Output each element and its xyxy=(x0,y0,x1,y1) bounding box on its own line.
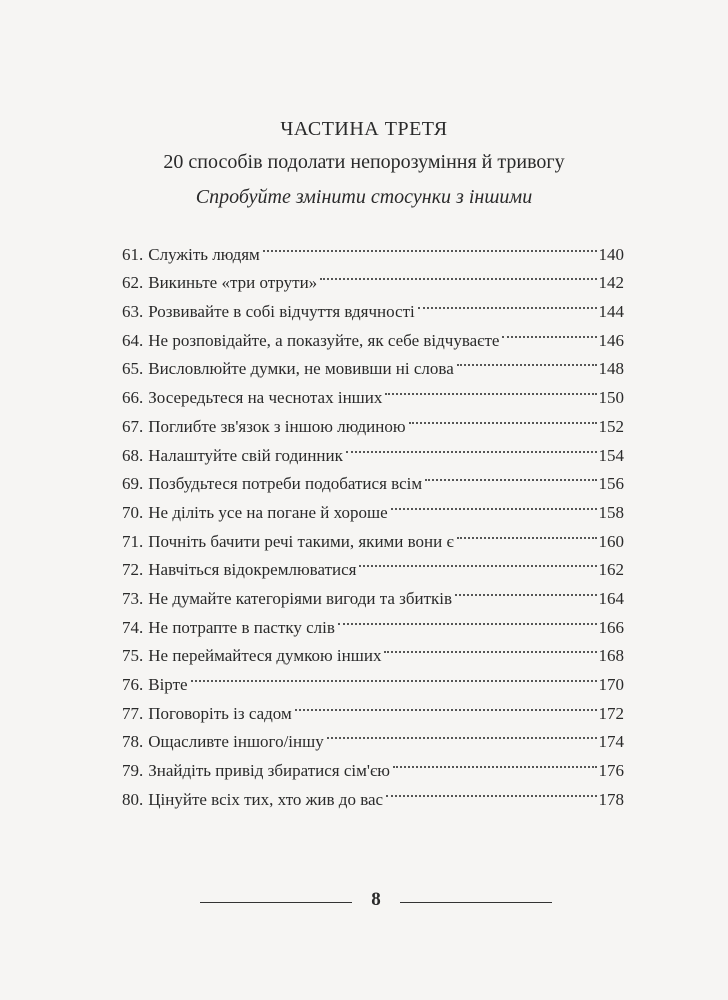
toc-dot-leader xyxy=(409,403,597,432)
toc-entry-title: Викиньте «три отрути» xyxy=(148,273,318,293)
toc-entry-title: Не розповідайте, а показуйте, як себе відчуваєте xyxy=(148,330,500,350)
toc-entry-title: Навчіться відокремлюватися xyxy=(148,560,357,580)
toc-entry-number: 67. xyxy=(122,416,144,436)
toc-dot-leader xyxy=(425,461,596,490)
toc-entry-title: Налаштуйте свій годинник xyxy=(148,445,343,465)
toc-entry-page: 166 xyxy=(598,617,624,637)
footer-rule-left xyxy=(200,902,352,903)
toc-dot-leader xyxy=(384,633,596,662)
toc-entry-number: 74. xyxy=(122,617,144,637)
toc-dot-leader xyxy=(320,260,596,289)
toc-dot-leader xyxy=(327,719,597,748)
toc-entry-title: Не переймайтеся думкою інших xyxy=(148,646,382,666)
toc-entry-page: 150 xyxy=(598,388,624,408)
toc-entry-title: Не діліть усе на погане й хороше xyxy=(148,502,388,522)
toc-entry-page: 176 xyxy=(598,761,624,781)
toc-entry-title: Цінуйте всіх тих, хто жив до вас xyxy=(148,789,384,809)
toc-dot-leader xyxy=(295,690,597,719)
toc-entry-page: 154 xyxy=(598,445,624,465)
toc-dot-leader xyxy=(385,374,596,403)
toc-entry-page: 164 xyxy=(598,588,624,608)
toc-dot-leader xyxy=(338,604,597,633)
toc-entry-number: 61. xyxy=(122,244,144,264)
toc-entry-number: 62. xyxy=(122,273,144,293)
toc-entry-title: Не потрапте в пастку слів xyxy=(148,617,335,637)
part-subtitle: 20 способів подолати непорозуміння й тривогу xyxy=(163,151,565,173)
toc-entry-title: Служіть людям xyxy=(148,244,260,264)
toc-entry-number: 78. xyxy=(122,732,144,752)
toc-entry-number: 75. xyxy=(122,646,144,666)
toc-entry-title: Позбудьтеся потреби подобатися всім xyxy=(148,474,423,494)
toc-entry-title: Поглибте зв'язок з іншою людиною xyxy=(148,416,406,436)
toc-dot-leader xyxy=(393,747,597,776)
toc-dot-leader xyxy=(391,489,597,518)
toc-entry-title: Вірте xyxy=(148,675,188,694)
toc-dot-leader xyxy=(457,518,597,547)
toc-entry-title: Розвивайте в собі відчуття вдячності xyxy=(148,302,415,322)
footer-rule-right xyxy=(400,902,552,903)
toc-entry-page: 158 xyxy=(598,502,624,522)
toc-entry-page: 148 xyxy=(598,359,624,379)
toc-entry-title: Почніть бачити речі такими, якими вони є xyxy=(148,531,454,551)
toc-entry-number: 64. xyxy=(122,330,144,350)
toc-dot-leader xyxy=(386,776,596,805)
toc-entry-number: 65. xyxy=(122,359,144,379)
toc-entry-number: 73. xyxy=(122,588,144,608)
toc-entry-page: 162 xyxy=(598,560,624,580)
toc-entry-page: 170 xyxy=(598,675,624,694)
toc-dot-leader xyxy=(191,661,597,690)
part-title: ЧАСТИНА ТРЕТЯ xyxy=(280,118,448,140)
toc-dot-leader xyxy=(502,317,596,346)
toc-entry-title: Зосередьтеся на чеснотах інших xyxy=(148,388,383,408)
toc-entry-title: Поговоріть із садом xyxy=(148,703,292,723)
toc-entry-page: 140 xyxy=(598,244,624,264)
toc-entry-page: 152 xyxy=(598,416,624,436)
toc-entry-number: 70. xyxy=(122,502,144,522)
toc-entry-page: 146 xyxy=(598,330,624,350)
toc-entry-number: 79. xyxy=(122,761,144,781)
toc-entry-page: 174 xyxy=(598,732,624,752)
toc-entry-page: 156 xyxy=(598,474,624,494)
part-tagline: Спробуйте змінити стосунки з іншими xyxy=(195,186,533,208)
table-of-contents xyxy=(122,231,624,809)
toc-entry-page: 178 xyxy=(598,789,624,809)
toc-entry-number: 72. xyxy=(122,560,144,580)
toc-entry-number: 63. xyxy=(122,302,144,322)
toc-dot-leader xyxy=(418,288,597,317)
toc-entry-number: 76. xyxy=(122,675,144,694)
toc-dot-leader xyxy=(457,346,597,375)
toc-dot-leader xyxy=(359,547,596,576)
toc-entry-title: Не думайте категоріями вигоди та збитків xyxy=(148,588,453,608)
toc-dot-leader xyxy=(455,575,596,604)
toc-entry-page: 172 xyxy=(598,703,624,723)
toc-entry-page: 160 xyxy=(598,531,624,551)
toc-entry-title: Ощасливте іншого/іншу xyxy=(148,732,324,752)
toc-entry-title: Висловлюйте думки, не мовивши ні слова xyxy=(148,359,454,379)
toc-entry-page: 144 xyxy=(598,302,624,322)
toc-entry-number: 66. xyxy=(122,388,144,408)
toc-entry xyxy=(122,690,624,723)
toc-entry-page: 168 xyxy=(598,646,624,666)
toc-entry-number: 68. xyxy=(122,445,144,465)
page-number: 8 xyxy=(371,889,381,910)
toc-entry-number: 80. xyxy=(122,789,144,809)
toc-entry-number: 71. xyxy=(122,531,144,551)
toc-dot-leader xyxy=(346,432,597,461)
toc-entry xyxy=(122,661,624,694)
toc-entry-number: 77. xyxy=(122,703,144,723)
toc-entry-title: Знайдіть привід збиратися сім'єю xyxy=(148,761,390,781)
toc-entry-page: 142 xyxy=(598,273,624,293)
toc-dot-leader xyxy=(263,231,597,260)
toc-entry xyxy=(122,231,624,264)
toc-entry-number: 69. xyxy=(122,474,144,494)
